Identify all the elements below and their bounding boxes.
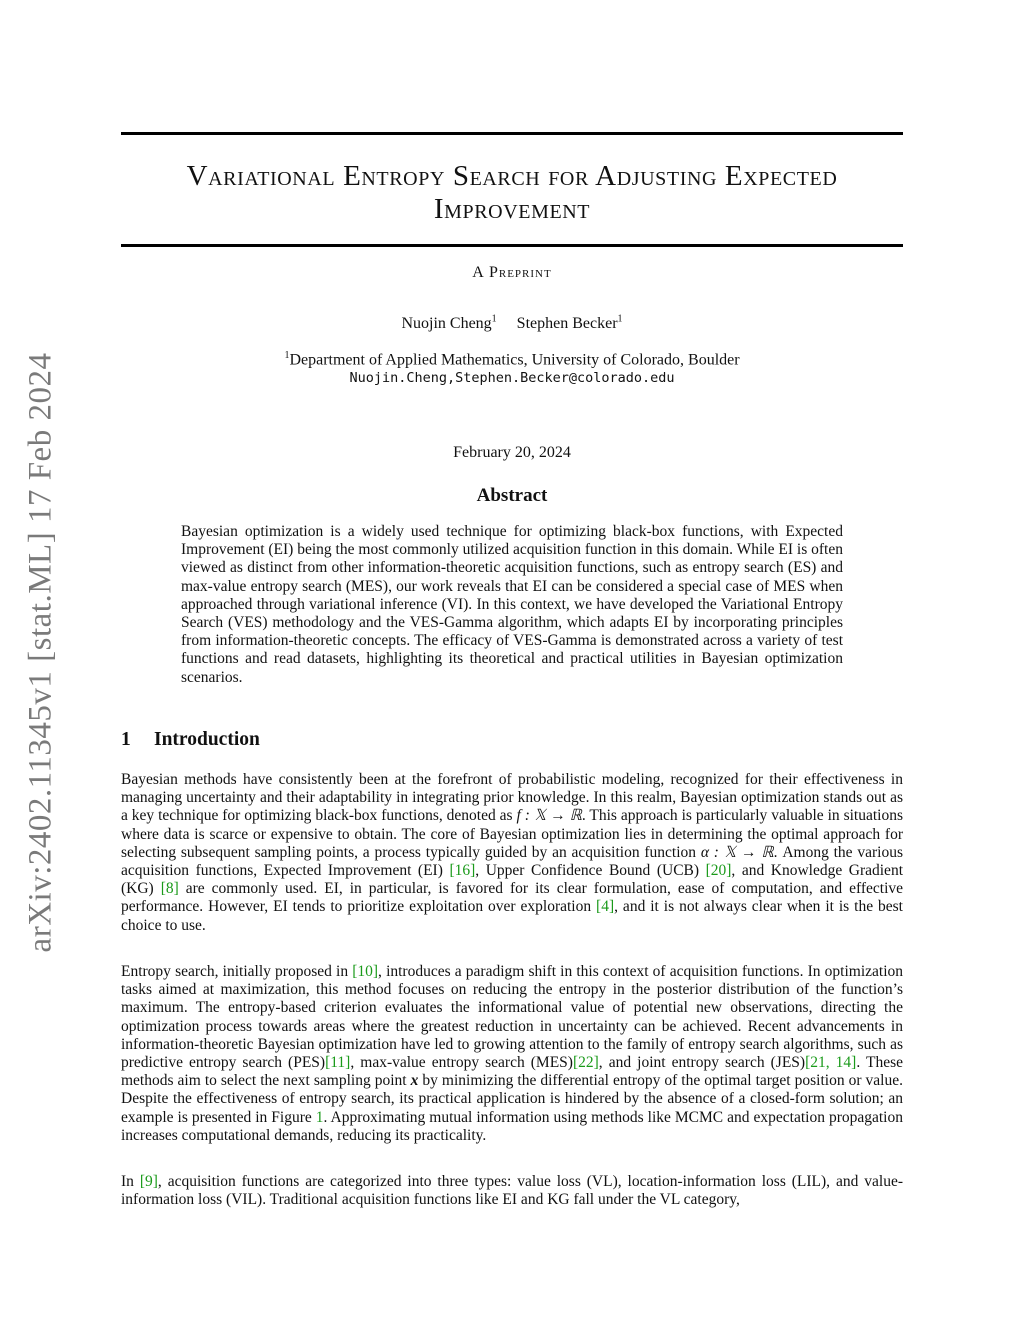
intro-paragraph-3: In [9], acquisition functions are categorized into three types: value loss (VL), location-information loss (LIL), and value-information loss (VIL). Traditional acquisition functions like EI and KG fall under the VL category, xyxy=(121,1173,903,1209)
publication-date: February 20, 2024 xyxy=(453,444,571,461)
citation-link[interactable]: [16] xyxy=(449,862,476,880)
section-title: Introduction xyxy=(154,729,260,750)
section-heading xyxy=(121,729,903,751)
citation-link[interactable]: [8] xyxy=(160,880,179,898)
arxiv-identifier-stamp xyxy=(10,347,72,957)
citation-link[interactable]: [21, 14] xyxy=(805,1054,857,1072)
title-rule-top xyxy=(121,132,903,135)
author-name: Stephen Becker$^1$ xyxy=(516,314,623,333)
citation-link[interactable]: [11] xyxy=(325,1054,351,1072)
affiliation: $^1$Department of Applied Mathematics, University of Colorado, Boulder xyxy=(284,350,740,369)
figure-reference-link[interactable]: 1 xyxy=(315,1108,324,1126)
citation-link[interactable]: [4] xyxy=(596,898,615,916)
citation-link[interactable]: [22] xyxy=(572,1054,599,1072)
citation-link[interactable]: [20] xyxy=(705,862,732,880)
preprint-label: A Preprint xyxy=(472,264,552,281)
math-inline: f : 𝕏 → ℝ xyxy=(516,807,582,825)
title-rule-bottom xyxy=(121,244,903,247)
author-email: Nuojin.Cheng,Stephen.Becker@colorado.edu xyxy=(349,370,675,386)
abstract-text: Bayesian optimization is a widely used technique for optimizing black-box functions, with Expected Improvement (EI) being the most commonly utilized acquisition function in this domain. While EI is often viewed as distinct from other information-theoretic acquisition functions, such as entropy search (ES) and max-value entropy search (MES), our work reveals that EI can be considered a special case of MES when approached through variational inference (VI). In this context, we have developed the Variational Entropy Search (VES) methodology and the VES-Gamma algorithm, which adapts EI by incorporating principles from information-theoretic concepts. The efficacy of VES-Gamma is demonstrated across a variety of test functions and read datasets, highlighting its theoretical and practical utilities in Bayesian optimization scenarios. xyxy=(181,523,843,686)
arxiv-stamp-text: arXiv:2402.11345v1 [stat.ML] 17 Feb 2024 xyxy=(22,352,59,952)
intro-paragraph-2: Entropy search, initially proposed in [10], introduces a paradigm shift in this context of acquisition functions. In optimization tasks aimed at maximization, this method focuses on reducing the entropy in the posterior distribution of the function’s maximum. The entropy-based criterion evaluates the informational value of potential new observations, directing the optimization process towards areas where the greatest reduction in uncertainty can be achieved. Recent advancements in information-theoretic Bayesian optimization have led to growing attention to the family of entropy search algorithms, such as predictive entropy search (PES)[11], max-value entropy search (MES)[22], and joint entropy search (JES)[21, 14]. These methods aim to select the next sampling point x by minimizing the differential entropy of the optimal target position or value. Despite the effectiveness of entropy search, its practical application is hindered by the absence of a closed-form solution; an example is presented in Figure 1. Approximating mutual information using methods like MCMC and expectation propagation increases computational demands, reducing its practicality. xyxy=(121,963,903,1144)
section-number: 1 xyxy=(121,729,131,750)
abstract-heading: Abstract xyxy=(476,485,548,506)
citation-link[interactable]: [10] xyxy=(352,963,379,980)
math-inline: α : 𝕏 → ℝ xyxy=(700,843,774,861)
citation-link[interactable]: [9] xyxy=(139,1173,158,1190)
paper-title: Variational Entropy Search for Adjusting Expected Improvement xyxy=(186,160,838,225)
intro-paragraph-1: Bayesian methods have consistently been at the forefront of probabilistic modeling, recognized for their effectiveness in managing uncertainty and their adaptability in integrating prior knowledge. In this realm, Bayesian optimization stands out as a key technique for optimizing black-box functions, denoted as f : 𝕏 → ℝ. This approach is particularly valuable in situations where data is scarce or expensive to obtain. The core of Bayesian optimization lies in determining the optimal approach for selecting subsequent sampling points, a process typically guided by an acquisition function α : 𝕏 → ℝ. Among the various acquisition functions, Expected Improvement (EI) [16], Upper Confidence Bound (UCB) [20], and Knowledge Gradient (KG) [8] are commonly used. EI, in particular, is favored for its clear formulation, ease of computation, and effective performance. However, EI tends to prioritize exploitation over exploration [4], and it is not always clear when it is the best choice to use. xyxy=(121,771,904,934)
author-name: Nuojin Cheng$^1$ xyxy=(401,314,497,333)
math-inline: x xyxy=(410,1072,419,1090)
author-list xyxy=(121,314,903,333)
